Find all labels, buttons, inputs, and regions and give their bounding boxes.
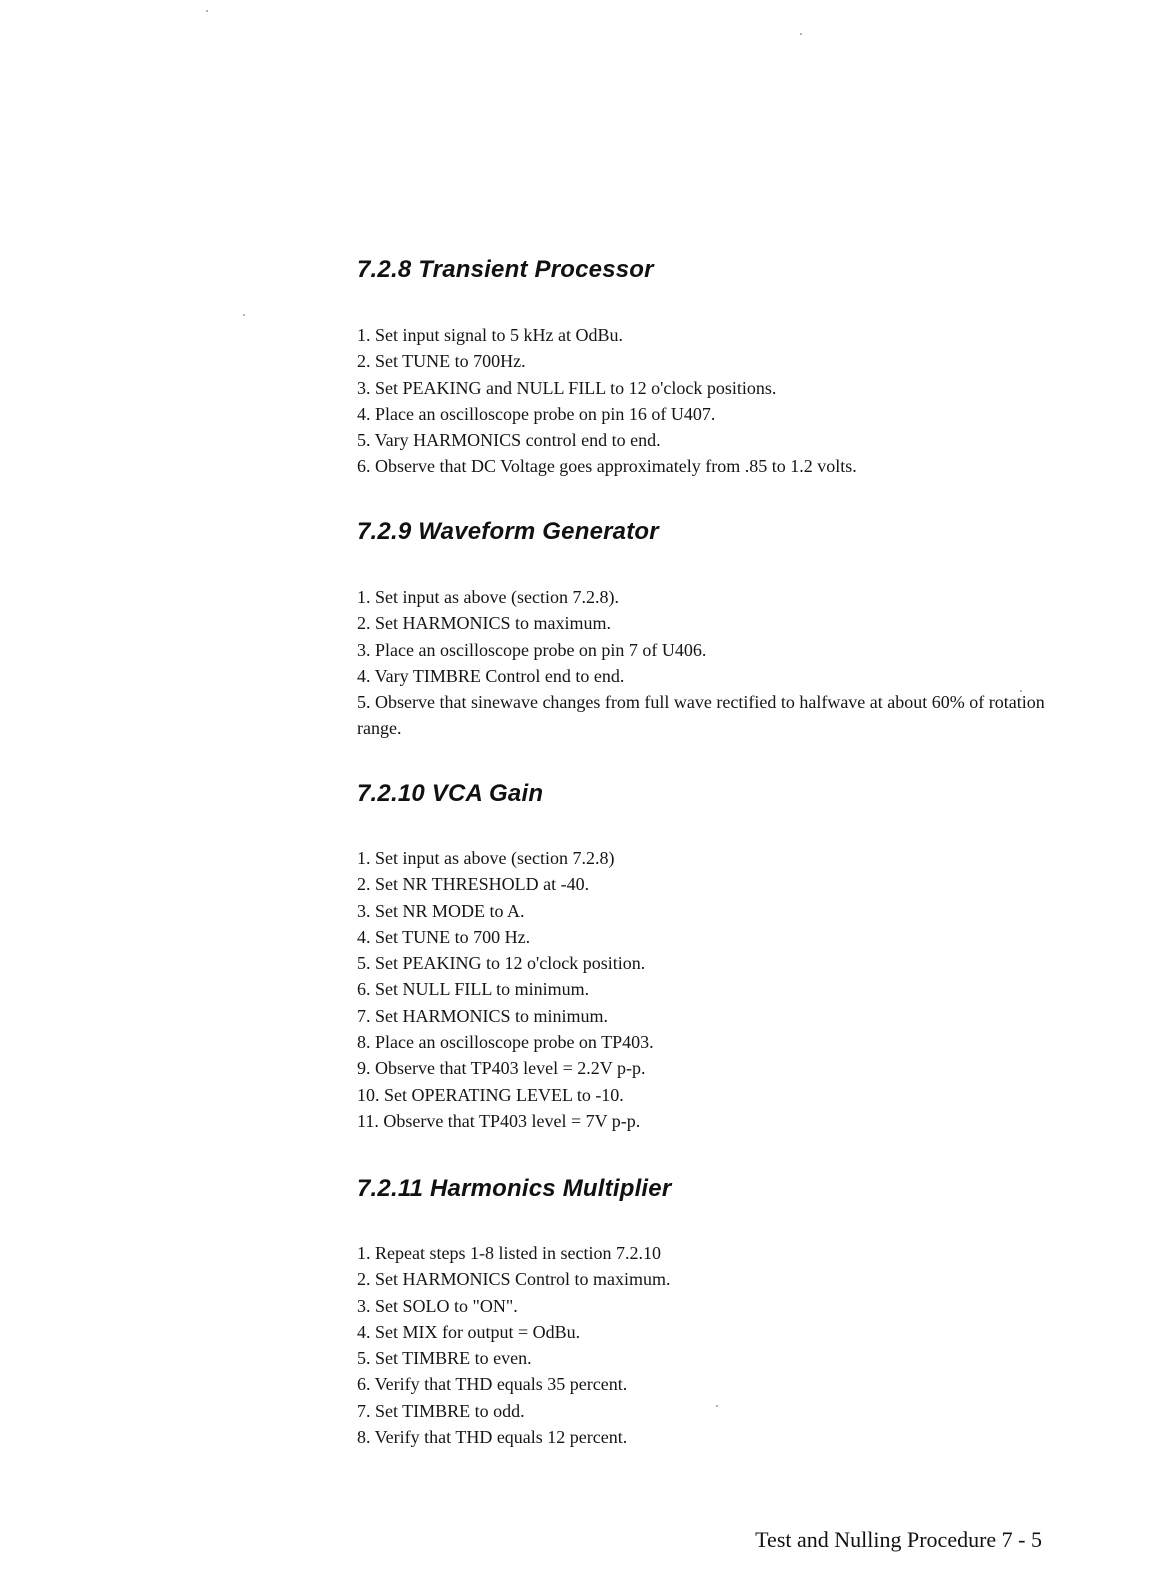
section-heading: 7.2.9 Waveform Generator <box>357 518 659 545</box>
scan-speck <box>1020 690 1022 692</box>
step-item: 1. Set input signal to 5 kHz at OdBu. <box>357 325 623 345</box>
section-waveform-generator <box>357 518 1057 739</box>
step-item: 1. Repeat steps 1-8 listed in section 7.2.10 <box>357 1243 661 1263</box>
step-item: 2. Set NR THRESHOLD at -40. <box>357 874 590 895</box>
step-item: 3. Place an oscilloscope probe on pin 7 of U406. <box>357 639 707 660</box>
step-item: 7. Set TIMBRE to odd. <box>357 1400 525 1421</box>
scan-speck <box>800 33 802 35</box>
section-transient-processor <box>357 256 1057 477</box>
step-item: 4. Set MIX for output = OdBu. <box>357 1321 581 1342</box>
step-item: 7. Set HARMONICS to minimum. <box>357 1005 609 1026</box>
step-item: 8. Place an oscilloscope probe on TP403. <box>357 1032 654 1053</box>
step-item: 4. Place an oscilloscope probe on pin 16 of U407. <box>357 403 716 424</box>
page-footer: Test and Nulling Procedure 7 - 5 <box>755 1527 1042 1552</box>
step-item: 10. Set OPERATING LEVEL to -10. <box>357 1084 624 1105</box>
step-item: 4. Set TUNE to 700 Hz. <box>357 926 531 947</box>
step-item: 8. Verify that THD equals 12 percent. <box>357 1427 628 1448</box>
scan-speck <box>243 314 245 316</box>
section-vca-gain <box>357 780 1057 1131</box>
section-heading: 7.2.8 Transient Processor <box>357 256 654 283</box>
step-item: 6. Verify that THD equals 35 percent. <box>357 1374 628 1395</box>
step-list <box>357 584 1047 742</box>
step-list <box>357 845 1047 1134</box>
step-item: 11. Observe that TP403 level = 7V p-p. <box>357 1110 641 1131</box>
step-item: 5. Vary HARMONICS control end to end. <box>357 430 661 451</box>
section-heading: 7.2.11 Harmonics Multiplier <box>357 1175 672 1202</box>
step-list <box>357 322 1047 480</box>
scan-speck <box>206 10 208 12</box>
scan-speck <box>716 1405 718 1407</box>
step-list <box>357 1240 1047 1450</box>
step-item: 1. Set input as above (section 7.2.8). <box>357 587 619 607</box>
step-item: 9. Observe that TP403 level = 2.2V p-p. <box>357 1058 646 1079</box>
step-item: 5. Set PEAKING to 12 o'clock position. <box>357 953 646 974</box>
step-item: 3. Set NR MODE to A. <box>357 900 525 921</box>
step-item: 2. Set HARMONICS Control to maximum. <box>357 1269 671 1290</box>
step-item: 6. Set NULL FILL to minimum. <box>357 979 590 1000</box>
step-item: 2. Set TUNE to 700Hz. <box>357 351 526 372</box>
step-item: 2. Set HARMONICS to maximum. <box>357 613 612 634</box>
section-harmonics-multiplier <box>357 1175 1057 1448</box>
step-item: 6. Observe that DC Voltage goes approximately from .85 to 1.2 volts. <box>357 456 857 477</box>
step-item: 5. Set TIMBRE to even. <box>357 1348 532 1369</box>
step-item: 4. Vary TIMBRE Control end to end. <box>357 665 625 686</box>
section-heading: 7.2.10 VCA Gain <box>357 780 544 807</box>
step-item: 1. Set input as above (section 7.2.8) <box>357 848 615 868</box>
step-item: 5. Observe that sinewave changes from full wave rectified to halfwave at about 60% of rotation range. <box>357 692 1045 739</box>
step-item: 3. Set SOLO to "ON". <box>357 1295 518 1316</box>
step-item: 3. Set PEAKING and NULL FILL to 12 o'clock positions. <box>357 377 777 398</box>
